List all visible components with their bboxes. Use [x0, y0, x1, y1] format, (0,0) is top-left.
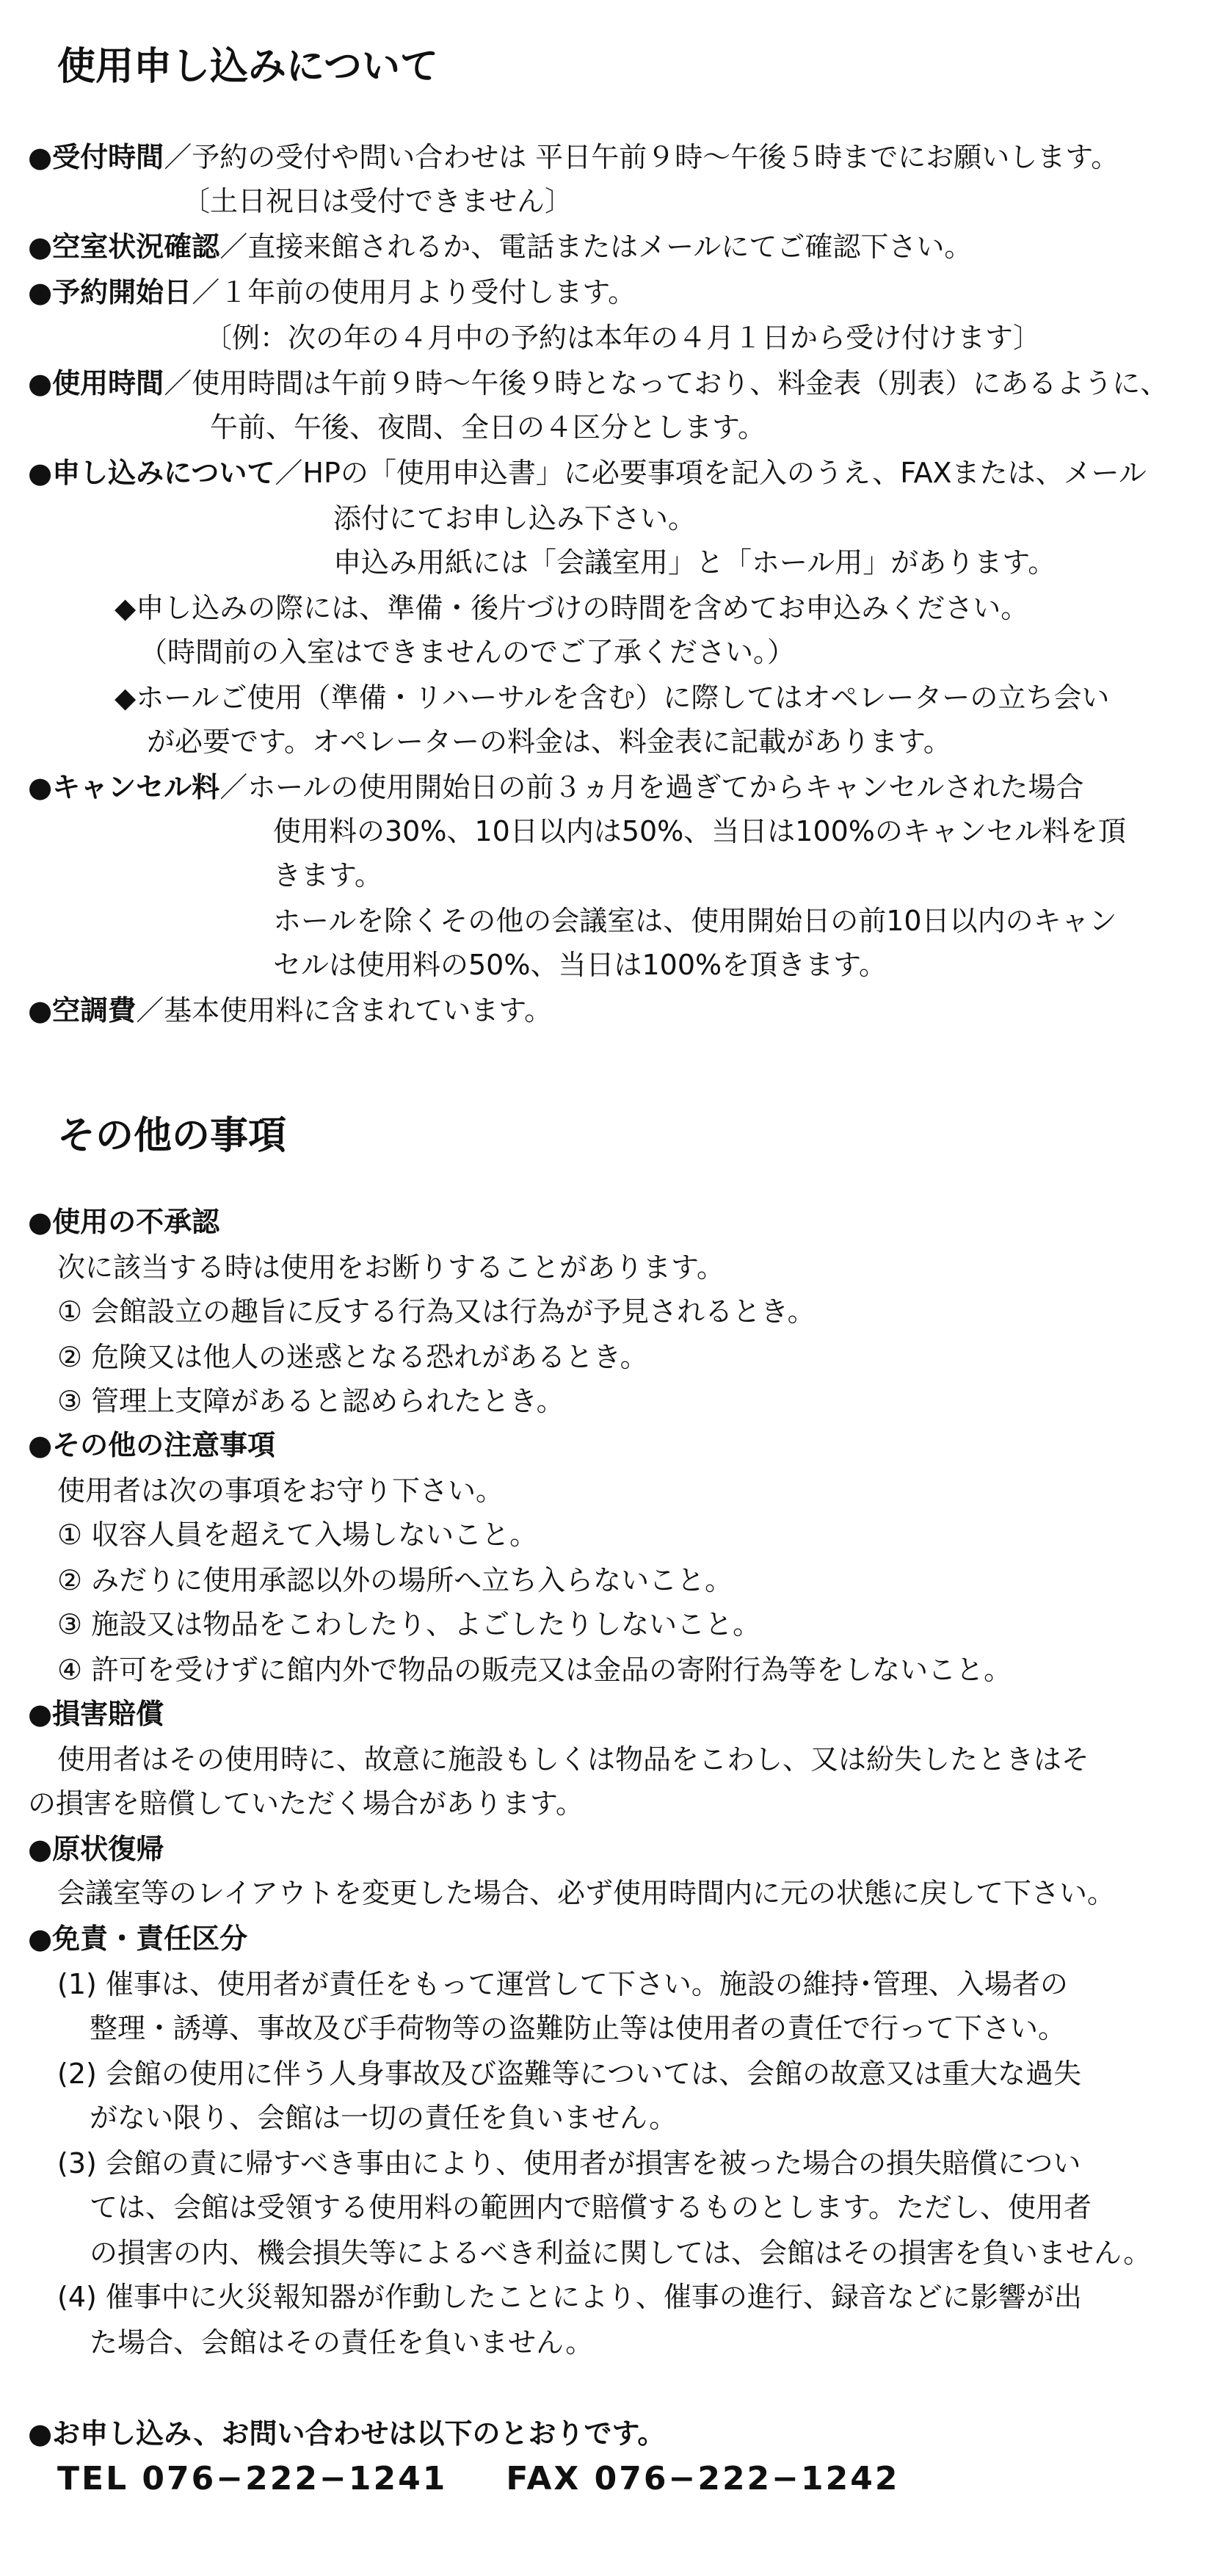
- bullet: ●: [28, 367, 53, 399]
- cancel-text: ／ホールの使用開始日の前３ヵ月を過ぎてからキャンセルされた場合: [219, 771, 1084, 803]
- reception-note: 〔土日祝日は受付できません〕: [182, 185, 573, 217]
- caution-intro: 使用者は次の事項をお守り下さい。: [57, 1475, 504, 1507]
- reservation-text: ／１年前の使用月より受付します。: [192, 276, 636, 308]
- bullet: ●: [28, 457, 53, 489]
- reservation-row: [28, 270, 636, 314]
- apply-label: 申し込みについて: [52, 457, 275, 489]
- refusal-title: ●使用の不承認: [28, 1206, 220, 1238]
- damage-text-2: の損害を賠償していただく場合があります。: [28, 1787, 584, 1820]
- apply-row: [28, 451, 1147, 495]
- liability-title: ●免責・責任区分: [28, 1922, 248, 1955]
- caution-item-3: ③ 施設又は物品をこわしたり、よごしたりしないこと。: [57, 1608, 761, 1640]
- liability-line-5: (3) 会館の責に帰すべき事由により、使用者が損害を被った場合の損失賠償につい: [57, 2147, 1081, 2179]
- apply-note-2b: が必要です。オペレーターの料金は、料金表に記載があります。: [147, 726, 951, 758]
- other-heading: その他の事項: [57, 1114, 287, 1158]
- liability-line-6: ては、会館は受領する使用料の範囲内で賠償するものとします。ただし、使用者: [90, 2191, 1092, 2224]
- apply-text-3: 申込み用紙には「会議室用」と「ホール用」があります。: [333, 546, 1056, 579]
- reservation-label: 予約開始日: [52, 276, 192, 308]
- vacancy-text: ／直接来館されるか、電話またはメールにてご確認下さい。: [219, 231, 973, 263]
- apply-text: ／HPの「使用申込書」に必要事項を記入のうえ、FAXまたは、メール: [275, 457, 1147, 489]
- ac-text: ／基本使用料に含まれています。: [136, 994, 553, 1027]
- ac-label: 空調費: [52, 994, 137, 1027]
- usage-heading: 使用申し込みについて: [57, 45, 438, 89]
- apply-note-1b: （時間前の入室はできませんのでご了承ください。）: [139, 636, 796, 668]
- apply-note-2: ◆ホールご使用（準備・リハーサルを含む）に際してはオペレーターの立ち会い: [115, 681, 1110, 714]
- apply-text-2: 添付にてお申し込み下さい。: [333, 502, 697, 535]
- contact-intro: ●お申し込み、お問い合わせは以下のとおりです。: [28, 2417, 666, 2450]
- caution-item-1: ① 収容人員を超えて入場しないこと。: [57, 1519, 538, 1551]
- liability-line-4: がない限り、会館は一切の責任を負いません。: [90, 2102, 678, 2134]
- refusal-item-2: ② 危険又は他人の迷惑となる恐れがあるとき。: [57, 1341, 648, 1373]
- hours-text-2: 午前、午後、夜間、全日の４区分とします。: [210, 411, 766, 444]
- ac-row: [28, 988, 552, 1032]
- bullet: ●: [28, 231, 53, 263]
- liability-line-1: (1) 催事は、使用者が責任をもって運営して下さい。施設の維持･管理、入場者の: [57, 1968, 1068, 2000]
- reservation-note: 〔例：次の年の４月中の予約は本年の４月１日から受け付けます〕: [204, 322, 1042, 354]
- apply-note-1: ◆申し込みの際には、準備・後片づけの時間を含めてお申込みください。: [115, 592, 1029, 624]
- bullet: ●: [28, 141, 53, 173]
- bullet: ●: [28, 276, 53, 308]
- restore-text: 会議室等のレイアウトを変更した場合、必ず使用時間内に元の状態に戻して下さい。: [57, 1877, 1115, 1909]
- hours-label: 使用時間: [52, 367, 164, 399]
- vacancy-row: [28, 225, 972, 269]
- liability-line-9: た場合、会館はその責任を負いません。: [90, 2326, 594, 2359]
- reception-text: ／予約の受付や問い合わせは 平日午前９時〜午後５時までにお願いします。: [164, 141, 1119, 173]
- bullet: ●: [28, 994, 53, 1027]
- liability-line-2: 整理・誘導、事故及び手荷物等の盗難防止等は使用者の責任で行って下さい。: [90, 2012, 1067, 2044]
- liability-line-8: (4) 催事中に火災報知器が作動したことにより、催事の進行、録音などに影響が出: [57, 2281, 1082, 2313]
- hours-text: ／使用時間は午前９時〜午後９時となっており、料金表（別表）にあるように、: [164, 367, 1169, 399]
- caution-item-4: ④ 許可を受けずに館内外で物品の販売又は金品の寄附行為等をしないこと。: [57, 1654, 1012, 1686]
- vacancy-label: 空室状況確認: [52, 231, 220, 263]
- contact-numbers: [57, 2457, 900, 2501]
- refusal-item-1: ① 会館設立の趣旨に反する行為又は行為が予見されるとき。: [57, 1295, 816, 1328]
- damage-text-1: 使用者はその使用時に、故意に施設もしくは物品をこわし、又は紛失したときはそ: [57, 1743, 1090, 1776]
- tel-number: TEL 076−222−1241: [57, 2460, 448, 2497]
- caution-item-2: ② みだりに使用承認以外の場所へ立ち入らないこと。: [57, 1564, 733, 1596]
- cancel-text-2: 使用料の30%、10日以内は50%、当日は100%のキャンセル料を頂: [273, 815, 1126, 847]
- liability-line-7: の損害の内、機会損失等によるべき利益に関しては、会館はその損害を負いません。: [90, 2237, 1152, 2269]
- cancel-text-3: きます。: [273, 859, 382, 891]
- cancel-row: [28, 765, 1083, 809]
- restore-title: ●原状復帰: [28, 1833, 164, 1865]
- refusal-intro: 次に該当する時は使用をお断りすることがあります。: [57, 1251, 725, 1284]
- fax-number: FAX 076−222−1242: [506, 2460, 900, 2497]
- damage-title: ●損害賠償: [28, 1698, 164, 1730]
- cancel-label: キャンセル料: [52, 771, 220, 803]
- cancel-text-4: ホールを除くその他の会議室は、使用開始日の前10日以内のキャン: [273, 905, 1117, 937]
- reception-label: 受付時間: [52, 141, 164, 173]
- reception-row: [28, 135, 1119, 179]
- cancel-text-5: セルは使用料の50%、当日は100%を頂きます。: [273, 949, 887, 981]
- bullet: ●: [28, 771, 53, 803]
- caution-title: ●その他の注意事項: [28, 1429, 276, 1461]
- hours-row: [28, 361, 1168, 405]
- refusal-item-3: ③ 管理上支障があると認められたとき。: [57, 1385, 564, 1417]
- liability-line-3: (2) 会館の使用に伴う人身事故及び盗難等については、会館の故意又は重大な過失: [57, 2058, 1082, 2090]
